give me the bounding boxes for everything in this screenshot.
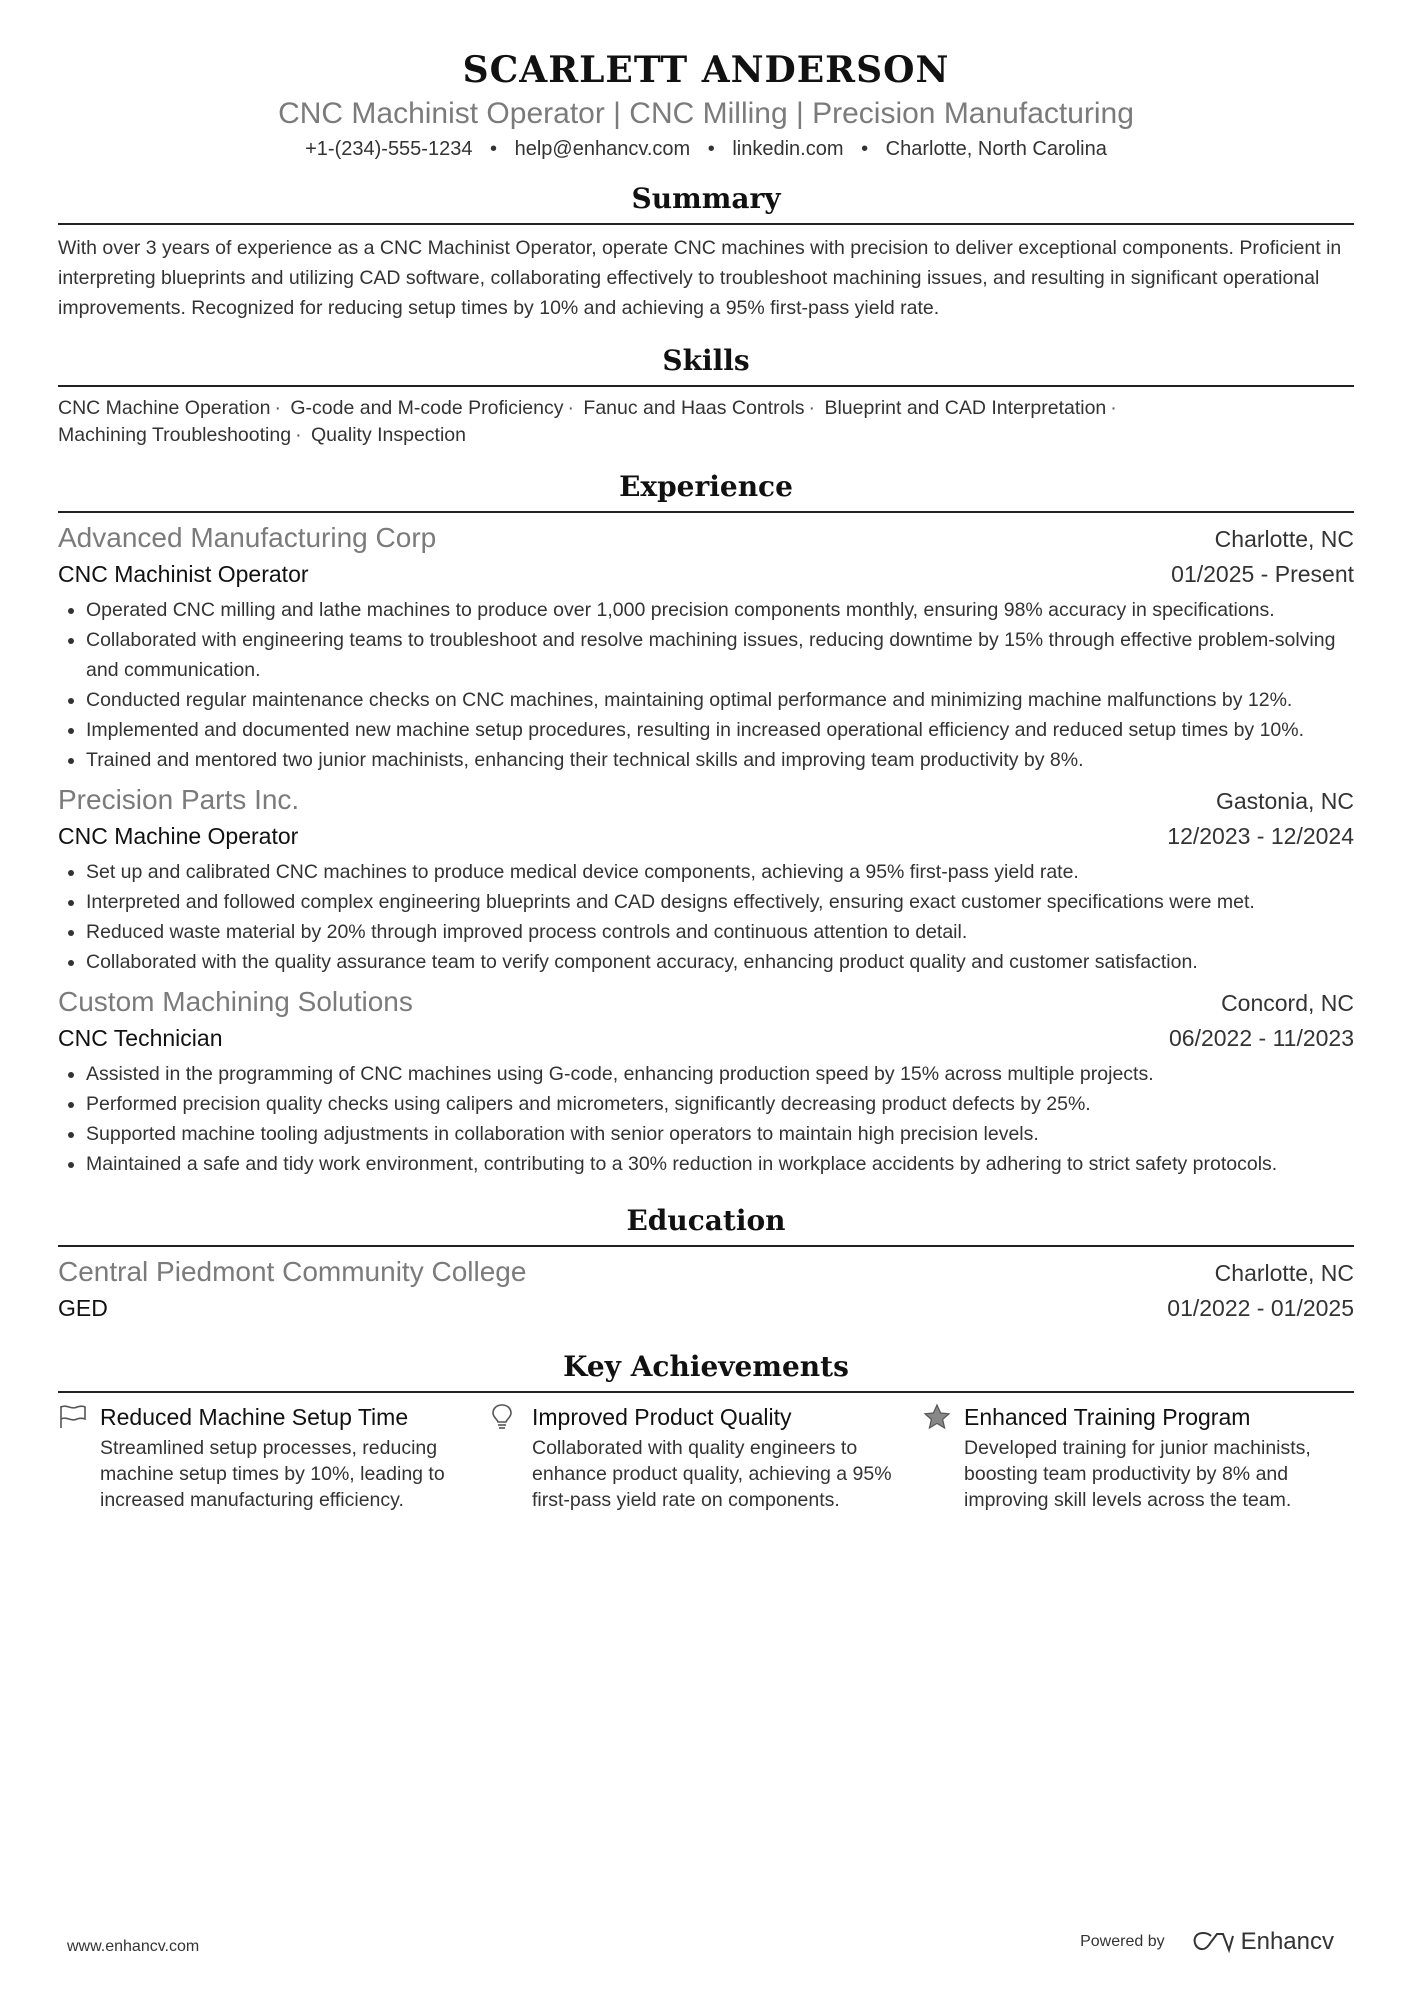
- education-school: Central Piedmont Community College: [58, 1256, 527, 1287]
- achievements-grid: [58, 1401, 1354, 1513]
- job-bullet: • Collaborated with engineering teams to troubleshoot and resolve machining issues, reducing downtime by 15% through effective problem-solving and communication.: [86, 625, 1354, 685]
- job-company: Advanced Manufacturing Corp: [58, 522, 437, 553]
- skill-separator: ·: [808, 397, 816, 419]
- job-dates: 01/2025 - Present: [1171, 561, 1354, 587]
- job-dates: 12/2023 - 12/2024: [1167, 823, 1354, 849]
- job-bullet: • Interpreted and followed complex engineering blueprints and CAD designs effectively, ensuring exact customer specifications were met.: [86, 887, 1354, 917]
- summary-section: [58, 179, 1354, 323]
- achievement-desc: Streamlined setup processes, reducing machine setup times by 10%, leading to increased manufacturing efficiency.: [100, 1437, 445, 1511]
- education-degree: GED: [58, 1295, 108, 1321]
- skill-separator: ·: [567, 397, 574, 419]
- education-heading: Education: [58, 1201, 1354, 1247]
- education-section: [58, 1201, 1354, 1325]
- achievements-heading: Key Achievements: [58, 1347, 1354, 1393]
- contact-linkedin[interactable]: linkedin.com: [732, 138, 844, 160]
- skill-item: G-code and M-code Proficiency: [290, 397, 564, 419]
- job-bullet: • Conducted regular maintenance checks on CNC machines, maintaining optimal performance and minimizing machine malfunctions by 12%.: [86, 685, 1354, 715]
- job-company: Custom Machining Solutions: [58, 986, 413, 1017]
- job-bullet: • Set up and calibrated CNC machines to produce medical device components, achieving a 95% first-pass yield rate.: [86, 857, 1354, 887]
- achievement-item: [58, 1401, 490, 1513]
- achievement-title: Enhanced Training Program: [964, 1404, 1251, 1430]
- footer-website[interactable]: www.enhancv.com: [67, 1938, 200, 1955]
- lightbulb-icon: [490, 1401, 532, 1433]
- job-entry: [58, 983, 1354, 1179]
- achievement-title: Improved Product Quality: [532, 1404, 792, 1430]
- skill-item: CNC Machine Operation: [58, 397, 271, 419]
- job-bullets: [58, 1059, 1354, 1179]
- education-location: Charlotte, NC: [1214, 1260, 1354, 1286]
- job-entry: [58, 519, 1354, 775]
- skills-heading: Skills: [58, 341, 1354, 387]
- job-bullet: • Collaborated with the quality assurance team to verify component accuracy, enhancing product quality and customer satisfaction.: [86, 947, 1354, 977]
- experience-heading: Experience: [58, 467, 1354, 513]
- job-dates: 06/2022 - 11/2023: [1168, 1025, 1354, 1051]
- job-role: CNC Machine Operator: [58, 823, 299, 849]
- brand-logo[interactable]: [1191, 1928, 1334, 1956]
- bullet-separator: •: [490, 138, 498, 160]
- brand-name: Enhancv: [1240, 1928, 1334, 1955]
- bullet-separator: •: [707, 138, 715, 160]
- candidate-headline: CNC Machinist Operator | CNC Milling | Precision Manufacturing: [278, 97, 1134, 130]
- education-entry: [58, 1253, 1354, 1325]
- job-bullet: • Supported machine tooling adjustments in collaboration with senior operators to maintain high precision levels.: [86, 1119, 1354, 1149]
- footer-brand-block: [1080, 1928, 1334, 1956]
- skill-item: Fanuc and Haas Controls: [583, 397, 805, 419]
- job-bullet: • Reduced waste material by 20% through improved process controls and continuous attention to detail.: [86, 917, 1354, 947]
- skill-separator: ·: [274, 397, 281, 419]
- contact-location: Charlotte, North Carolina: [885, 138, 1107, 160]
- education-dates: 01/2022 - 01/2025: [1167, 1295, 1354, 1321]
- skills-list: [58, 395, 1354, 449]
- star-icon: [922, 1401, 964, 1433]
- resume-page: [58, 0, 1354, 1513]
- contact-phone: +1-(234)-555-1234: [305, 138, 473, 160]
- skills-section: [58, 341, 1354, 449]
- resume-header: [58, 0, 1354, 164]
- skill-separator: ·: [1110, 397, 1117, 419]
- job-bullet: • Maintained a safe and tidy work environment, contributing to a 30% reduction in workplace accidents by adhering to strict safety protocols.: [86, 1149, 1354, 1179]
- job-location: Charlotte, NC: [1214, 526, 1354, 552]
- summary-text: With over 3 years of experience as a CNC Machinist Operator, operate CNC machines with precision to deliver exceptional components. Proficient in interpreting blueprints and utilizing CAD software, collaborating effectively to troubleshoot machining issues, and resulting in significant operational improvements. Recognized for reducing setup times by 10% and achieving a 95% first-pass yield rate.: [58, 237, 1342, 319]
- job-role: CNC Machinist Operator: [58, 561, 309, 587]
- skill-item: Machining Troubleshooting: [58, 424, 292, 446]
- contact-email[interactable]: help@enhancv.com: [514, 138, 691, 160]
- job-company: Precision Parts Inc.: [58, 784, 300, 815]
- skill-item: Quality Inspection: [311, 424, 467, 446]
- job-bullet: • Trained and mentored two junior machinists, enhancing their technical skills and improving team productivity by 8%.: [86, 745, 1354, 775]
- job-bullet: • Performed precision quality checks using calipers and micrometers, significantly decreasing product defects by 25%.: [86, 1089, 1354, 1119]
- summary-heading: Summary: [58, 179, 1354, 225]
- job-entry: [58, 781, 1354, 977]
- achievement-desc: Developed training for junior machinists, boosting team productivity by 8% and improving skill levels across the team.: [964, 1437, 1311, 1511]
- bullet-separator: •: [861, 138, 869, 160]
- powered-by-label: Powered by: [1080, 1933, 1165, 1950]
- experience-section: [58, 467, 1354, 1179]
- achievement-desc: Collaborated with quality engineers to enhance product quality, achieving a 95% first-pass yield rate on components.: [532, 1437, 892, 1511]
- contact-line: [58, 134, 1354, 164]
- job-bullet: • Assisted in the programming of CNC machines using G-code, enhancing production speed by 15% across multiple projects.: [86, 1059, 1354, 1089]
- skill-item: Blueprint and CAD Interpretation: [824, 397, 1107, 419]
- job-bullets: [58, 595, 1354, 775]
- achievement-item: [922, 1401, 1354, 1513]
- job-location: Concord, NC: [1221, 990, 1354, 1016]
- skill-separator: ·: [295, 424, 302, 446]
- job-bullets: [58, 857, 1354, 977]
- job-bullet: • Implemented and documented new machine setup procedures, resulting in increased operational efficiency and reduced setup times by 10%.: [86, 715, 1354, 745]
- achievements-section: [58, 1347, 1354, 1513]
- flag-icon: [58, 1401, 100, 1433]
- achievement-title: Reduced Machine Setup Time: [100, 1404, 409, 1430]
- candidate-name: SCARLETT ANDERSON: [462, 49, 950, 91]
- job-role: CNC Technician: [58, 1025, 223, 1051]
- enhancv-logo-icon: [1191, 1930, 1235, 1954]
- achievement-item: [490, 1401, 922, 1513]
- job-bullet: • Operated CNC milling and lathe machines to produce over 1,000 precision components monthly, ensuring 98% accuracy in specifications.: [86, 595, 1354, 625]
- job-location: Gastonia, NC: [1215, 788, 1354, 814]
